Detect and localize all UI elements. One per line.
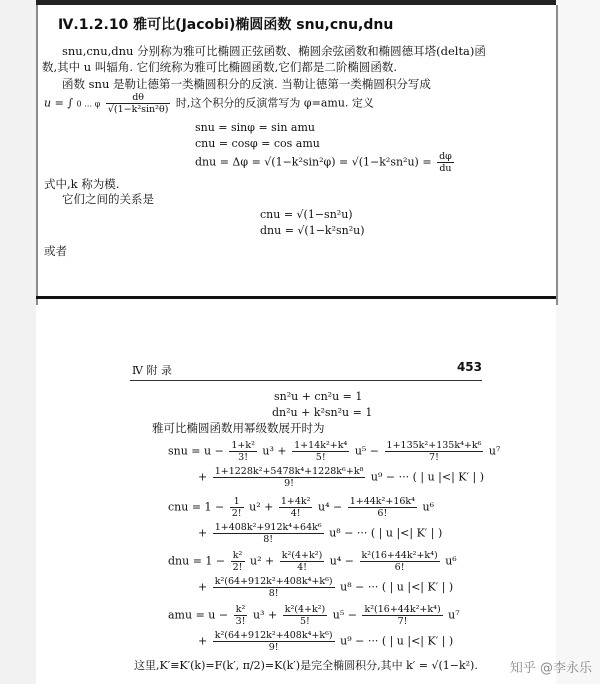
dn-lhs: dnu = 1 − <box>168 554 226 568</box>
dn-term-1-num: k² <box>231 550 245 562</box>
am-series-line1 <box>168 604 460 627</box>
sn-term-3-num: 1+135k²+135k⁴+k⁶ <box>386 440 482 451</box>
sn-term-4 <box>213 466 366 489</box>
def-cn: cnu = cosφ = cos amu <box>195 137 320 150</box>
dn-term-3-num: k²(16+44k²+k⁴) <box>361 550 438 561</box>
sn-lhs: snu = u − <box>168 444 224 458</box>
am-term-4-den: 9! <box>268 642 279 653</box>
integral-lhs: u = ∫ <box>44 96 74 110</box>
am-term-1 <box>234 604 248 627</box>
integral-fraction <box>106 92 171 115</box>
cn-term-1-num: 1 <box>230 496 244 508</box>
am-term-3-num: k²(16+44k²+k⁴) <box>364 604 441 615</box>
identity-2: dn²u + k²sn²u = 1 <box>272 406 373 419</box>
or-text: 或者 <box>44 244 67 258</box>
cn-series-line2 <box>198 522 442 545</box>
left-margin <box>0 0 36 684</box>
section-title: Ⅳ.1.2.10 雅可比(Jacobi)椭圆函数 snu,cnu,dnu <box>58 17 394 33</box>
cn-term-1-tail: u² + <box>249 500 274 514</box>
def-dn-denominator: du <box>439 163 452 174</box>
am-term-3-den: 7! <box>397 616 408 627</box>
am-term-3 <box>362 604 442 627</box>
cn-term-3-num: 1+44k²+16k⁴ <box>349 496 415 507</box>
dn-l2-lead: + <box>198 580 208 594</box>
cn-term-3-den: 6! <box>377 508 388 519</box>
def-dn-fraction <box>437 151 454 174</box>
am-lhs: amu = u − <box>168 608 229 622</box>
cn-term-3 <box>348 496 417 519</box>
para1-line1: snu,cnu,dnu 分别称为雅可比椭圆正弦函数、椭圆余弦函数和椭圆德耳塔(delta)函 <box>62 44 486 58</box>
sn-term-3-den: 7! <box>429 452 439 463</box>
sn-term-1-num: 1+k² <box>231 440 255 451</box>
series-intro: 雅可比椭圆函数用幂级数展开时为 <box>152 421 325 435</box>
am-term-4 <box>213 630 335 653</box>
relation-dn: dnu = √(1−k²sn²u) <box>260 224 365 237</box>
sn-term-3 <box>385 440 484 463</box>
cn-series-line1 <box>168 496 434 519</box>
am-term-1-num: k² <box>234 604 248 616</box>
para2-line1: 函数 snu 是勒让德第一类椭圆积分的反演. 当勒让德第一类椭圆积分写成 <box>62 77 431 91</box>
cn-term-4-num: 1+408k²+912k⁴+64k⁶ <box>214 522 322 533</box>
sn-l2-lead: + <box>198 470 208 484</box>
sn-term-2 <box>292 440 349 463</box>
dn-term-1-den: 2! <box>232 562 243 573</box>
am-term-2-tail: u⁵ − <box>332 608 357 622</box>
am-term-2 <box>283 604 328 627</box>
page-divider <box>36 296 556 299</box>
dn-term-3-den: 6! <box>394 562 405 573</box>
dn-term-1-tail: u² + <box>250 554 275 568</box>
cn-term-3-tail: u⁶ <box>422 500 434 514</box>
dn-term-1 <box>231 550 245 573</box>
cn-term-1 <box>230 496 244 519</box>
dn-series-line1 <box>168 550 457 573</box>
identity-1: sn²u + cn²u = 1 <box>274 390 363 403</box>
def-dn-expr: dnu = Δφ = √(1−k²sin²φ) = √(1−k²sn²u) = <box>195 155 432 169</box>
sn-term-2-num: 1+14k²+k⁴ <box>294 440 348 451</box>
sn-term-2-den: 5! <box>315 452 326 463</box>
dn-term-2-tail: u⁴ − <box>329 554 354 568</box>
integral-limits: 0 … φ <box>76 99 101 109</box>
page-number: 453 <box>456 360 482 374</box>
cn-term-2 <box>279 496 313 519</box>
am-term-1-tail: u³ + <box>252 608 278 622</box>
cn-term-4-tail: u⁸ − ··· ( | u |<| K′ | ) <box>329 526 443 540</box>
sn-term-3-tail: u⁷ <box>488 444 501 458</box>
def-dn-numerator: dφ <box>439 151 452 162</box>
right-border-line <box>556 5 558 305</box>
top-rule <box>0 0 600 5</box>
watermark: 知乎 @李永乐 <box>509 661 592 676</box>
cn-term-1-den: 2! <box>231 508 242 519</box>
dn-term-4-den: 8! <box>268 588 279 599</box>
sn-term-1-tail: u³ + <box>262 444 287 458</box>
sn-term-2-tail: u⁵ − <box>354 444 380 458</box>
def-sn: snu = sinφ = sin amu <box>195 121 316 134</box>
integral-numerator: dθ <box>106 92 171 104</box>
cn-lhs: cnu = 1 − <box>168 500 225 514</box>
integral-equation <box>44 92 374 115</box>
left-border-line <box>36 5 38 305</box>
cn-term-2-den: 4! <box>290 508 301 519</box>
dn-term-2 <box>280 550 325 573</box>
am-term-2-num: k²(4+k²) <box>284 604 326 615</box>
modulus-text: 式中,k 称为模. <box>44 177 120 191</box>
sn-term-4-den: 9! <box>284 478 294 489</box>
integral-tail: 时,这个积分的反演常写为 φ=amu. 定义 <box>175 96 374 110</box>
cn-term-2-num: 1+4k² <box>280 496 311 507</box>
dn-term-4 <box>213 576 335 599</box>
sn-term-4-num: 1+1228k²+5478k⁴+1228k⁶+k⁸ <box>214 466 364 477</box>
cn-term-2-tail: u⁴ − <box>317 500 343 514</box>
footer-text: 这里,K′≡K′(k)=F(k′, π/2)=K(k′)是完全椭圆积分,其中 k′ = √(1−k²). <box>134 659 478 672</box>
integral-denominator: √(1−k²sin²θ) <box>107 104 169 115</box>
running-head-left: Ⅳ 附 录 <box>132 364 172 377</box>
am-term-4-num: k²(64+912k²+408k⁴+k⁶) <box>214 630 333 641</box>
am-term-1-den: 3! <box>235 616 246 627</box>
right-margin <box>556 0 600 684</box>
sn-series-line2 <box>198 466 484 489</box>
dn-series-line2 <box>198 576 453 599</box>
sn-series-line1 <box>168 440 500 463</box>
dn-term-2-den: 4! <box>297 562 307 573</box>
sn-term-1 <box>229 440 257 463</box>
relation-cn: cnu = √(1−sn²u) <box>260 208 353 221</box>
running-head <box>130 360 482 381</box>
am-term-4-tail: u⁹ − ··· ( | u |<| K′ | ) <box>340 634 454 648</box>
dn-term-3-tail: u⁶ <box>445 554 457 568</box>
relation-intro: 它们之间的关系是 <box>62 192 154 206</box>
def-dn <box>195 151 456 174</box>
am-l2-lead: + <box>198 634 208 648</box>
cn-term-4-den: 8! <box>263 534 274 545</box>
dn-term-4-num: k²(64+912k²+408k⁴+k⁶) <box>214 576 333 587</box>
am-term-3-tail: u⁷ <box>448 608 460 622</box>
para1-line2: 数,其中 u 叫辐角. 它们统称为雅可比椭圆函数,它们都是二阶椭圆函数. <box>42 60 397 74</box>
sn-term-1-den: 3! <box>238 452 249 463</box>
dn-term-4-tail: u⁸ − ··· ( | u |<| K′ | ) <box>340 580 454 594</box>
cn-l2-lead: + <box>198 526 208 540</box>
am-series-line2 <box>198 630 453 653</box>
sn-term-4-tail: u⁹ − ··· ( | u |<| K′ | ) <box>370 470 484 484</box>
dn-term-2-num: k²(4+k²) <box>281 550 323 561</box>
dn-term-3 <box>360 550 440 573</box>
cn-term-4 <box>213 522 324 545</box>
am-term-2-den: 5! <box>300 616 310 627</box>
